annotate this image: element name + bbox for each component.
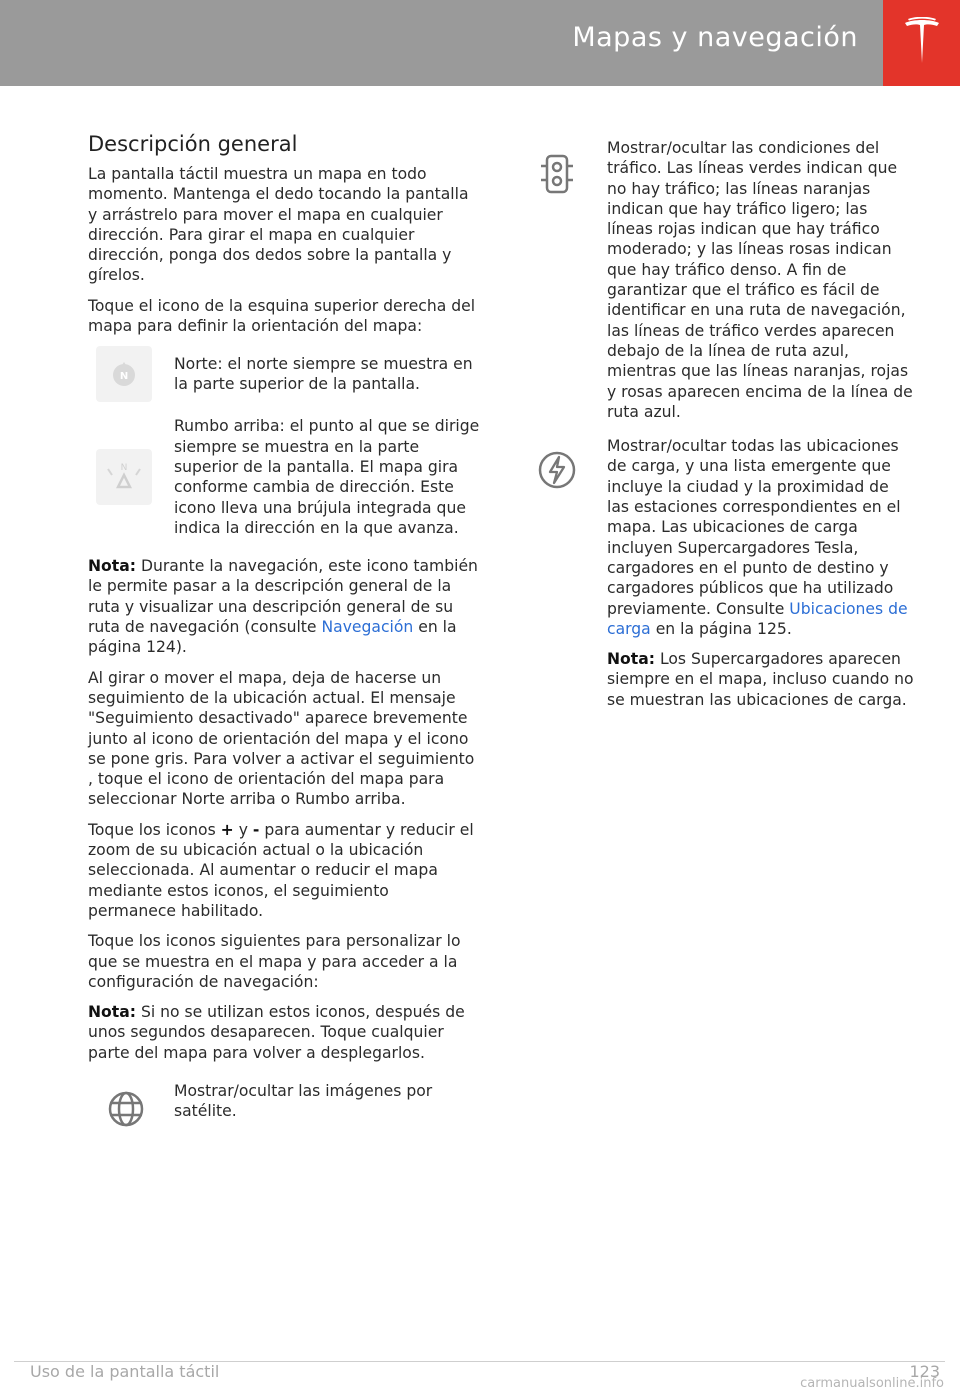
watermark: carmanualsonline.info	[800, 1376, 944, 1391]
heading-up-row	[88, 416, 480, 538]
link-navegacion[interactable]: Navegación	[321, 618, 414, 637]
link-ubicaciones-de-carga[interactable]: Ubicaciones de carga	[607, 599, 908, 638]
heading-icon-letter: N	[120, 463, 128, 474]
note-label: Nota:	[88, 1003, 136, 1022]
heading-up-icon	[96, 449, 152, 505]
globe-icon	[106, 1089, 146, 1129]
logo-box	[883, 0, 960, 86]
north-up-icon	[96, 346, 152, 402]
tesla-logo-icon	[903, 17, 941, 67]
page-header	[0, 0, 883, 86]
north-icon-letter: N	[119, 371, 129, 383]
minus-symbol: -	[252, 820, 260, 839]
note-supercharger: Nota: Los Supercargadores aparecen siempre en el mapa, incluso cuando no se muestran las ubicaciones de carga.	[607, 650, 914, 709]
zoom-paragraph: Toque los iconos + y - para aumentar y reducir el zoom de su ubicación actual o la ubicación seleccionada. Al aumentar o reducir el mapa mediante estos iconos, el seguimiento permanece habilitado.	[88, 820, 474, 920]
right-column	[535, 138, 915, 734]
page-title: Mapas y navegación	[572, 22, 858, 53]
charging-row	[535, 436, 915, 720]
traffic-text: Mostrar/ocultar las condiciones del tráfico. Las líneas verdes indican que no hay tráfico; las líneas naranjas indican que hay tráfico ligero; las líneas rojas indican que hay tráfico moderado; y las líneas rosas indican que hay tráfico denso. A fin de garantizar que el tráfico es fácil de identificar en una ruta de navegación, las líneas de tráfico verdes aparecen debajo de la línea de ruta azul, mientras que las líneas naranjas, rojas y rosas aparecen encima de la línea de ruta azul.	[607, 139, 913, 421]
satellite-text: Mostrar/ocultar las imágenes por satélite.	[174, 1081, 433, 1121]
tracking-paragraph: Al girar o mover el mapa, deja de hacerse un seguimiento de la ubicación actual. El mensaje "Seguimiento desactivado" aparece brevemente junto al icono de orientación del mapa y el icono se pone gris. Para volver a activar el seguimiento , toque el icono de orientación del mapa para seleccionar Norte arriba o Rumbo arriba.	[88, 668, 475, 809]
charging-text: Mostrar/ocultar todas las ubicaciones de carga, y una lista emergente que incluye la ciudad y la proximidad de las estaciones correspondientes en el mapa. Las ubicaciones de carga incluyen Supercargadores Tesla, cargadores en el punto de destino y cargadores públicos que ha utilizado previamente. Consulte Ubicaciones de carga en la página 125. Nota: Los Supercargadores aparecen siempre en el mapa, incluso cuando no se muestran las ubicaciones de carga.	[607, 437, 914, 709]
intro-paragraph: La pantalla táctil muestra un mapa en todo momento. Mantenga el dedo tocando la pantalla y arrástrelo para mover el mapa en cualquier dirección. Para girar el mapa en cualquier dirección, ponga dos dedos sobre la pantalla y gírelos.	[88, 165, 469, 285]
satellite-row	[88, 1081, 480, 1129]
heading-up-text: Rumbo arriba: el punto al que se dirige siempre se muestra en la parte superior de la pantalla. El mapa gira conforme cambia de dirección. Este icono lleva una brújula integrada que indica la dirección en la que avanza.	[174, 417, 480, 537]
traffic-row	[535, 138, 915, 422]
left-column	[88, 130, 480, 1143]
charging-bolt-icon	[535, 448, 579, 492]
customize-paragraph: Toque los iconos siguientes para personalizar lo que se muestra en el mapa y para acceder a la configuración de navegación:	[88, 932, 461, 991]
note-icons-hide: Nota: Si no se utilizan estos iconos, después de unos segundos desaparecen. Toque cualquier parte del mapa para volver a desplegarlos.	[88, 1003, 465, 1062]
plus-symbol: +	[220, 820, 234, 839]
note-label: Nota:	[607, 650, 655, 669]
note-label: Nota:	[88, 557, 136, 576]
page-number: 123	[909, 1362, 940, 1381]
footer-section-title: Uso de la pantalla táctil	[30, 1362, 220, 1381]
note-navigation: Nota: Durante la navegación, este icono también le permite pasar a la descripción general de la ruta y visualizar una descripción general de su ruta de navegación (consulte Navegación en la página 124).	[88, 557, 478, 657]
north-up-text: Norte: el norte siempre se muestra en la parte superior de la pantalla.	[174, 355, 473, 394]
section-heading: Descripción general	[88, 132, 298, 156]
traffic-light-icon	[535, 152, 579, 196]
north-up-row	[88, 346, 480, 402]
orientation-paragraph: Toque el icono de la esquina superior derecha del mapa para definir la orientación del mapa:	[88, 296, 476, 336]
